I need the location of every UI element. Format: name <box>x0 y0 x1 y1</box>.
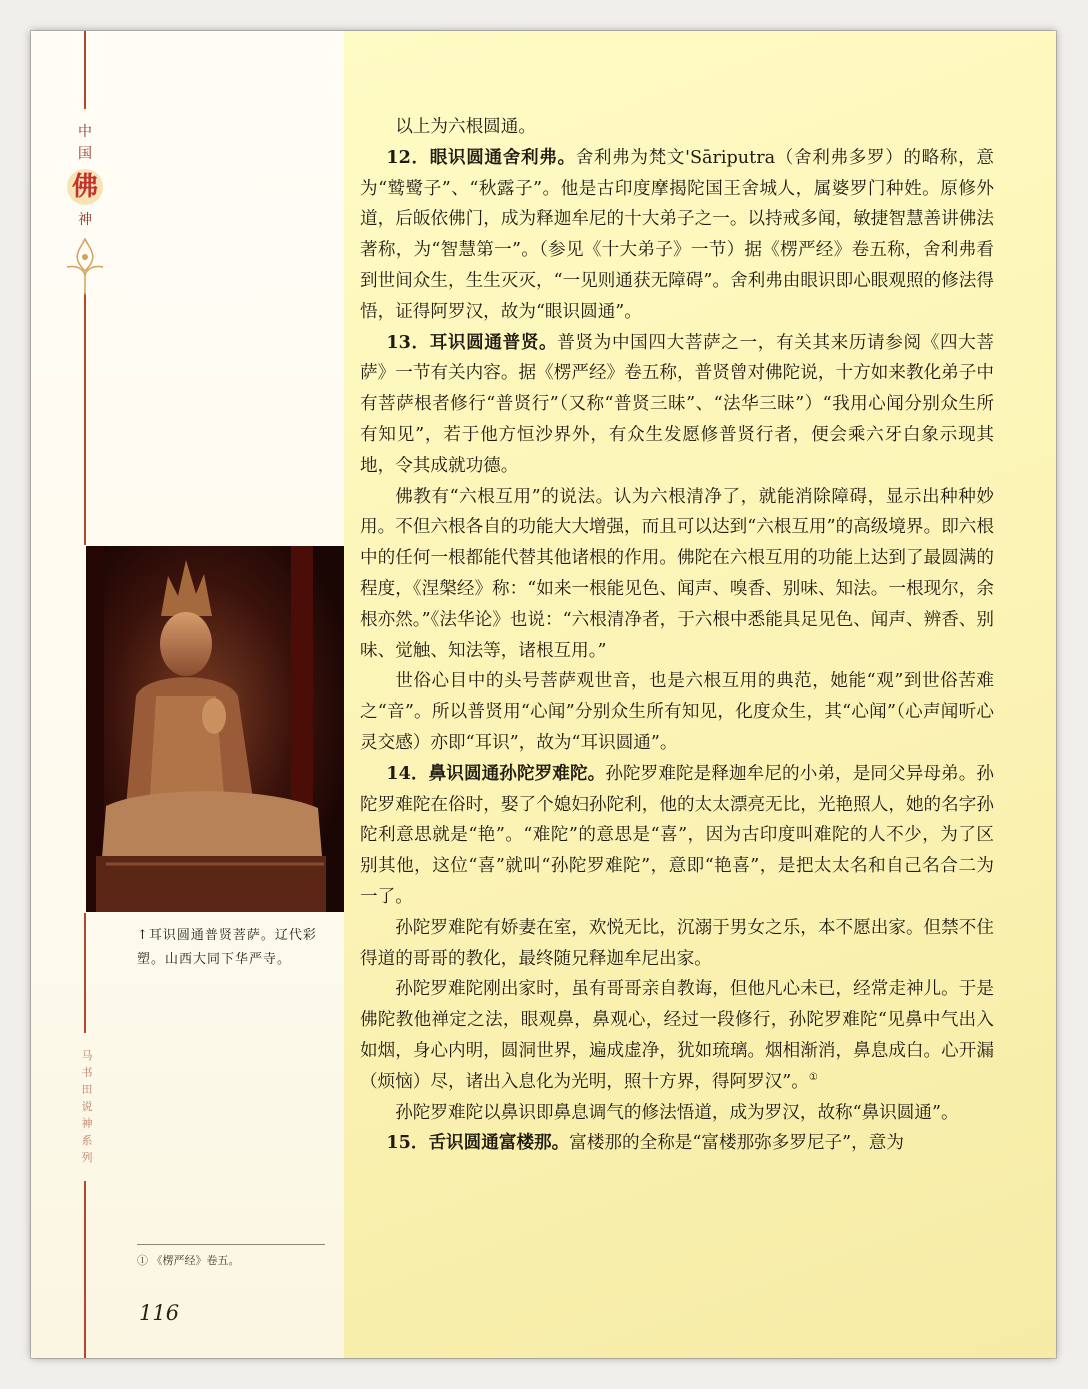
bodhisattva-statue-photo <box>86 546 344 912</box>
red-rule-low <box>84 913 86 1033</box>
paragraph-15 <box>360 1128 994 1159</box>
series-char-1: 中 <box>78 124 92 140</box>
series-char-highlight: 佛 <box>67 169 103 205</box>
heading-14: 14．鼻识圆通孙陀罗难陀。 <box>386 762 606 784</box>
footnote: ① 《楞严经》卷五。 <box>137 1254 240 1267</box>
red-rule-mid <box>84 293 86 545</box>
paragraph-15-text: 富楼那的全称是“富楼那弥多罗尼子”，意为 <box>569 1133 904 1154</box>
heading-15: 15．舌识圆通富楼那。 <box>386 1132 570 1154</box>
heading-12: 12．眼识圆通舍利弗。 <box>386 146 576 168</box>
book-page <box>31 31 1056 1358</box>
paragraph-13 <box>360 328 994 482</box>
paragraph-nanda-marriage: 孙陀罗难陀有娇妻在室，欢悦无比，沉溺于男女之乐，本不愿出家。但禁不住得道的哥哥的教化，最终随兄释迦牟尼出家。 <box>360 917 994 969</box>
red-rule-top <box>84 31 86 109</box>
photo-caption: ↑耳识圆通普贤菩萨。辽代彩塑。山西大同下华严寺。 <box>137 928 317 967</box>
paragraph-nanda-conclusion: 孙陀罗难陀以鼻识即鼻息调气的修法悟道，成为罗汉，故称“鼻识圆通”。 <box>395 1102 959 1123</box>
paragraph-12 <box>360 143 994 328</box>
series-brand-vertical: 马书田说神系列 <box>81 1049 93 1164</box>
paragraph-12-text: 舍利弗为梵文'Sāriputra（舍利弗多罗）的略称，意为“鹫鹭子”、“秋露子”。他是古印度摩揭陀国王舍城人，属婆罗门种姓。原修外道，后皈依佛门，成为释迦牟尼的十大弟子之一。以持戒多闻，敏捷智慧善讲佛法著称，为“智慧第一”。（参见《十大弟子》一节）据《楞严经》卷五称，舍利弗看到世间众生，生生灭灭，“一见则通获无障碍”。舍利弗由眼识即心眼观照的修法得悟，证得阿罗汉，故为“眼识圆通”。 <box>360 147 994 322</box>
series-char-4: 神 <box>78 212 92 228</box>
article-body <box>360 112 994 1159</box>
series-title <box>71 121 98 231</box>
footnote-divider <box>137 1244 325 1245</box>
heading-13: 13．耳识圆通普贤。 <box>386 331 558 353</box>
paragraph-14 <box>360 759 994 913</box>
paragraph-liugen-huyong: 佛教有“六根互用”的说法。认为六根清净了，就能消除障碍，显示出种种妙用。不但六根各自的功能大大增强，而且可以达到“六根互用”的高级境界。即六根中的任何一根都能代替其他诸根的作用。佛陀在六根互用的功能上达到了最圆满的程度，《涅槃经》称：“如来一根能见色、闻声、嗅香、别味、知法。一根现尔，余根亦然。”《法华论》也说：“六根清净者，于六根中悉能具足见色、闻声、辨香、别味、觉触、知法等，诸根互用。” <box>360 486 994 661</box>
series-char-2: 国 <box>78 146 92 162</box>
paragraph-guanshiyin: 世俗心目中的头号菩萨观世音，也是六根互用的典范，她能“观”到世俗苦难之“音”。所以普贤用“心闻”分别众生所有知见，化度众生，其“心闻”（心声闻听心灵交感）亦即“耳识”，故为“耳识圆通”。 <box>360 671 994 753</box>
footnote-marker: ① <box>808 1071 818 1083</box>
paragraph-14-text: 孙陀罗难陀是释迦牟尼的小弟，是同父异母弟。孙陀罗难陀在俗时，娶了个媳妇孙陀利，他的太太漂亮无比，光艳照人，她的名字孙陀利意思就是“艳”。“难陀”的意思是“喜”，因为古印度叫难陀的人不少，为了区别其他，这位“喜”就叫“孙陀罗难陀”，意即“艳喜”，是把太太名和自己名合二为一了。 <box>360 763 994 907</box>
paragraph-13-text: 普贤为中国四大菩萨之一，有关其来历请参阅《四大菩萨》一节有关内容。据《楞严经》卷五称，普贤曾对佛陀说，十方如来教化弟子中有菩萨根者修行“普贤行”（又称“普贤三昧”、“法华三昧”）“我用心闻分别众生所有知见”，若于他方恒沙界外，有众生发愿修普贤行者，便会乘六牙白象示现其地，令其成就功德。 <box>360 332 994 476</box>
lotus-ornament-icon <box>63 237 107 297</box>
paragraph-intro: 以上为六根圆通。 <box>395 117 536 137</box>
red-rule-bottom <box>84 1181 86 1358</box>
paragraph-nanda-practice-text: 孙陀罗难陀刚出家时，虽有哥哥亲自教诲，但他凡心未已，经常走神儿。于是佛陀教他禅定之法，眼观鼻，鼻观心，经过一段修行，孙陀罗难陀“见鼻中气出入如烟，身心内明，圆洞世界，遍成虚净，犹如琉璃。烟相渐消，鼻息成白。心开漏（烦恼）尽，诸出入息化为光明，照十方界，得阿罗汉”。 <box>360 979 994 1092</box>
page-number: 116 <box>139 1301 180 1325</box>
paragraph-nanda-practice <box>360 974 994 1097</box>
